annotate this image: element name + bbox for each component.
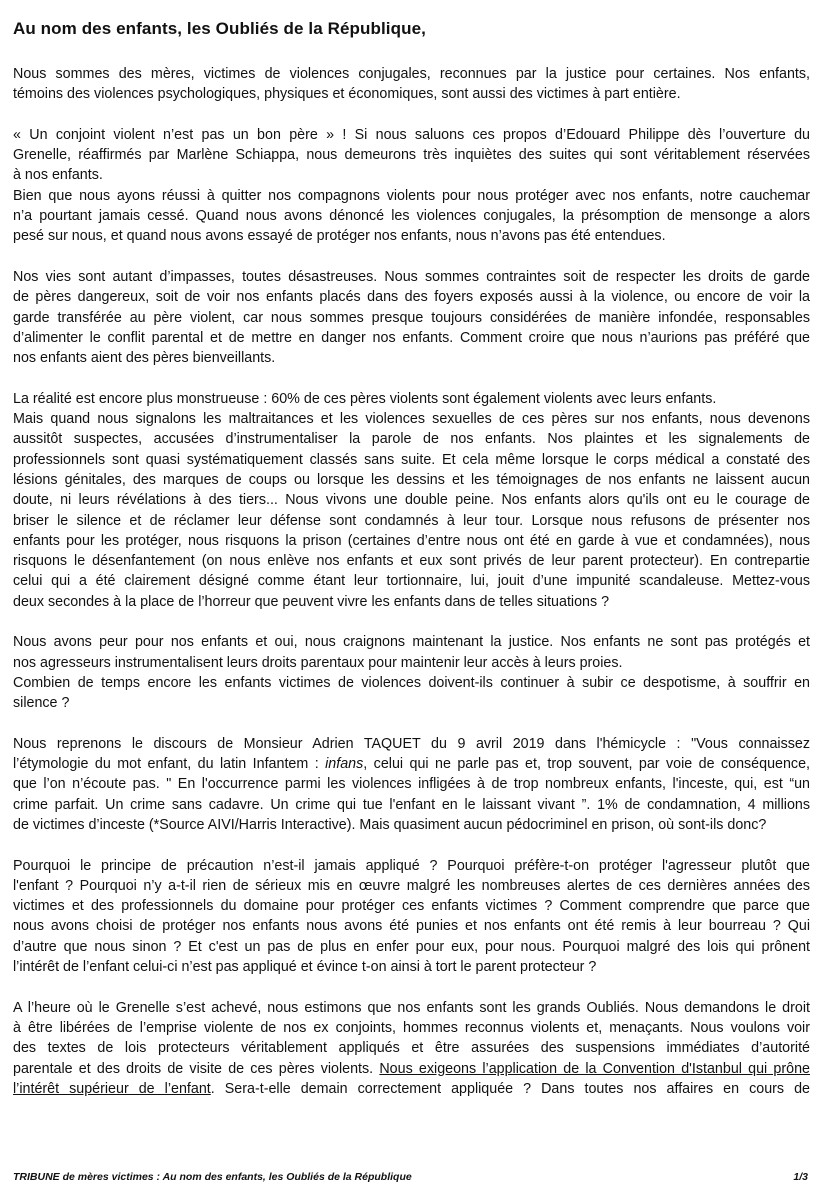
text-line: l’intérêt de l’enfant celui-ci n’est pas appliqué et évince t-on ainsi à tort le parent protecteur ? [13, 959, 597, 976]
text-line: Combien de temps encore les enfants victimes de violences doivent-ils continuer à subir ce despotisme, à souffrir en [13, 674, 810, 691]
text-line: « Un conjoint violent n’est pas un bon père » ! Si nous saluons ces propos d’Edouard Philippe dès l’ouverture du [13, 126, 810, 143]
text-line: nous avons choisi de protéger nos enfants nous avons été punies et nos enfants ont été remis à leur bourreau ? Qui [13, 918, 810, 935]
paragraph-9 [13, 734, 810, 835]
text-line-with-italic: l’étymologie du mot enfant, du latin Infantem : infans, celui qui ne parle pas et, trop souvent, par voie de conséquence, [13, 756, 810, 773]
underlined-text: l’intérêt supérieur de l’enfant [13, 1080, 211, 1097]
paragraph-10 [13, 856, 810, 978]
paragraph-11 [13, 998, 810, 1099]
text-line: à nos enfants. [13, 167, 103, 184]
text-line: silence ? [13, 695, 70, 712]
page-footer [13, 1171, 810, 1183]
text-line: Nous sommes des mères, victimes de violences conjugales, reconnues par la justice pour certaines. Nos enfants, [13, 66, 810, 82]
text-line: d’autre que nous sinon ? Et c'est un pas de plus en enfer pour eux, pour nous. Pourquoi malgré des lois qui prônent [13, 938, 810, 955]
text-line: Mais quand nous signalons les maltraitances et les violences sexuelles de ces pères sur nos enfants, nous devenons [13, 411, 810, 428]
text-span: . Sera-t-elle demain correctement appliquée ? Dans toutes nos affaires en cours de [210, 1080, 810, 1097]
text-line: doute, ni leurs révélations à des tiers... Nous vivons une double peine. Nos enfants alors qu'ils ont eu le courage de [13, 492, 810, 509]
text-line: La réalité est encore plus monstrueuse : 60% de ces pères violents sont également violents avec leurs enfants. [13, 390, 717, 407]
text-line: à être libérées de l’emprise violente de nos ex conjoints, hommes reconnus violents et, menaçants. Nous voulons voir [13, 1019, 810, 1036]
text-line: Nous reprenons le discours de Monsieur Adrien TAQUET du 9 avril 2019 dans l'hémicycle : "Vous connaissez [13, 735, 810, 752]
text-line: n’a pourtant jamais cessé. Quand nous avons dénoncé les violences conjugales, la présomption de mensonge a alors [13, 208, 810, 225]
paragraph-5 [13, 389, 810, 409]
text-line: risquons le désenfantement (on nous enlève nos enfants et eux sont privés de leur parent protecteur). En contrepartie [13, 553, 810, 570]
text-line: Pourquoi le principe de précaution n’est-il jamais appliqué ? Pourquoi préfère-t-on protéger l'agresseur plutôt que [13, 857, 810, 874]
text-line: l'enfant ? Pourquoi n’y a-t-il rien de sérieux mis en œuvre malgré les nombreuses alertes de ces dernières années des [13, 877, 810, 894]
paragraph-3 [13, 186, 810, 247]
text-line: enfants pour les protéger, nous risquons la prison (certaines d’entre nous ont été en garde à vue et condamnées), nous [13, 532, 810, 549]
text-line: celui qui a été clairement désigné comme étant leur tortionnaire, lui, jouit d’une impunité scandaleuse. Mettez-vous [13, 573, 810, 590]
text-line: de pères dangereux, soit de voir nos enfants placés dans des foyers exposés aussi à la violence, ou encore de voir la [13, 289, 810, 306]
document-title: Au nom des enfants, les Oubliés de la République, [13, 19, 426, 38]
text-line: Nous avons peur pour nos enfants et oui, nous craignons maintenant la justice. Nos enfants ne sont pas protégés et [13, 634, 810, 651]
paragraph-4 [13, 267, 810, 368]
text-span: parentale et des droits de visite de ces pères violents. [13, 1060, 380, 1077]
text-line: nos agresseurs instrumentalisent leurs droits parentaux pour maintenir leur accès à leurs proies. [13, 654, 623, 671]
text-line: pesé sur nous, et quand nous avons essayé de protéger nos enfants, nous n’avons pas été entendues. [13, 228, 666, 245]
document-body [13, 64, 810, 1099]
text-line: A l’heure où le Grenelle s’est achevé, nous estimons que nos enfants sont les grands Oubliés. Nous demandons le droit [13, 999, 810, 1016]
text-line: garde transférée au père violent, car nous sommes presque toujours considérées de manière infondée, responsables [13, 309, 810, 326]
text-line: des textes de lois protecteurs véritablement appliqués et être assurées des suspensions immédiates d’autorité [13, 1040, 810, 1057]
text-line: aussitôt suspectes, accusées d’instrumentaliser la parole de nos enfants. Nos plaintes et les signalements de [13, 431, 810, 448]
text-line: professionnels sont quasi systématiquement classés sans suite. Et cela même lorsque le corps médical a constaté des [13, 451, 810, 468]
paragraph-6 [13, 409, 810, 612]
text-line: que l’on n’écoute pas. " En l'occurrence parmi les violences infligées à de trop nombreux enfants, l'inceste, qui, est “un [13, 776, 810, 793]
text-line: crime parfait. Un crime sans cadavre. Un crime qui tue l'enfant en le laissant vivant ”. 1% de condamnation, 4 millions [13, 796, 810, 813]
text-line: témoins des violences psychologiques, physiques et économiques, sont aussi des victimes à part entière. [13, 86, 681, 103]
paragraph-1 [13, 64, 810, 105]
underlined-text: Nous exigeons l’application de la Convention d'Istanbul qui prône [379, 1060, 810, 1077]
text-line: de victimes d’inceste (*Source AIVI/Harris Interactive). Mais quasiment aucun pédocriminel en prison, où sont-ils donc? [13, 816, 767, 833]
text-line: victimes et des professionnels du domaine pour protéger ces enfants victimes ? Comment comprendre que parce que [13, 898, 810, 915]
paragraph-7 [13, 632, 810, 673]
text-line: lésions génitales, des marques de coups ou lorsque les dessins et les témoignages de nos enfants ne laissent aucun [13, 471, 810, 488]
footer-title: TRIBUNE de mères victimes : Au nom des enfants, les Oubliés de la République [13, 1171, 412, 1183]
text-line: Nos vies sont autant d’impasses, toutes désastreuses. Nous sommes contraintes soit de respecter les droits de garde [13, 268, 810, 285]
text-line: Grenelle, réaffirmés par Marlène Schiappa, nous demeurons très inquiètes des suites qui sont véritablement réservées [13, 147, 810, 164]
text-line: deux secondes à la place de l’horreur que peuvent vivre les enfants dans de telles situations ? [13, 593, 610, 610]
page-number: 1/3 [793, 1171, 808, 1183]
paragraph-8 [13, 673, 810, 714]
text-line: Bien que nous ayons réussi à quitter nos compagnons violents pour nous protéger avec nos enfants, notre cauchemar [13, 187, 810, 204]
text-line-with-underline [13, 1079, 810, 1099]
text-line: nos enfants aient des pères bienveillants. [13, 350, 276, 367]
text-line-with-underline [13, 1059, 810, 1079]
italic-text: infans [325, 756, 364, 773]
text-line: briser le silence et de réclamer leur défense sont condamnés à leur tour. Lorsque nous refusons de présenter nos [13, 512, 810, 529]
text-line: d’alimenter le conflit parental et de mettre en danger nos enfants. Comment croire que nous n’aurions pas préféré que [13, 329, 810, 346]
paragraph-2 [13, 125, 810, 186]
